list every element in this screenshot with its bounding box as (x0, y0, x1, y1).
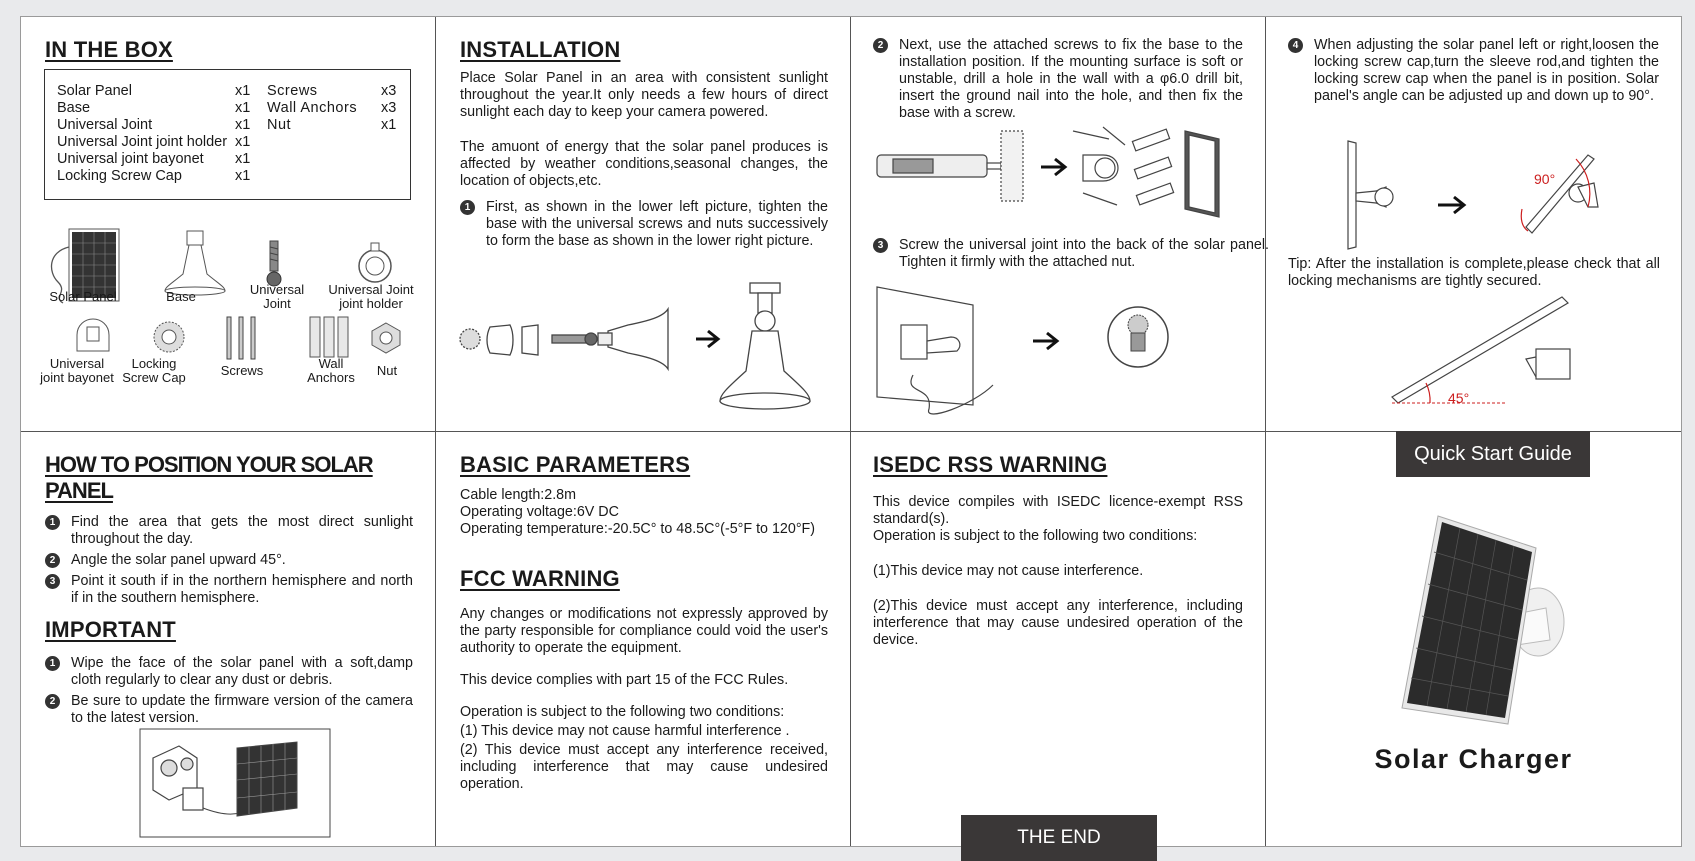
caption: Locking Screw Cap (122, 356, 186, 385)
step-number: 2 (45, 553, 60, 568)
step-number: 4 (1288, 38, 1303, 53)
angle-90-label: 90° (1534, 171, 1556, 187)
isedc-heading: ISEDC RSS WARNING (873, 452, 1108, 477)
step-4 (1288, 37, 1659, 105)
step-number: 2 (873, 38, 888, 53)
step-number: 3 (873, 238, 888, 253)
parameter-line: Cable length:2.8m (460, 487, 577, 503)
isedc-text: This device compiles with ISEDC licence-exempt RSS standard(s). (873, 494, 1243, 527)
item-name: Universal joint bayonet (57, 151, 204, 167)
bayonet-illustration (73, 317, 113, 357)
step-text: Next, use the attached screws to fix the base to the installation position. If the mounting surface is soft or unstable, drill a hole in the wall with a φ6.0 drill bit, insert the ground nail into the hole, and then fix the base with a screw. (899, 37, 1243, 121)
caption: Universal Joint (249, 282, 305, 311)
quick-start-banner: Quick Start Guide (1396, 431, 1590, 477)
installation-heading: INSTALLATION (460, 37, 621, 62)
step-text: Screw the universal joint into the back of the solar panel. Tighten it firmly with the attached nut. (899, 237, 1269, 270)
caption: Screws (220, 363, 264, 378)
step-number: 1 (45, 515, 60, 530)
product-title: Solar Charger (1374, 744, 1573, 774)
important-item (45, 655, 413, 689)
item-text: Point it south if in the northern hemisphere and north if in the southern hemisphere. (71, 573, 413, 606)
caption: Base (166, 289, 196, 304)
position-heading: HOW TO POSITION YOUR SOLAR PANEL (45, 452, 373, 503)
fcc-text: (2) This device must accept any interference received, including interference that may cause undesired operation. (460, 742, 828, 792)
item-name: Solar Panel (57, 83, 132, 99)
step-number: 3 (45, 574, 60, 589)
item-qty: x3 (381, 83, 397, 99)
install-paragraph: The amuont of energy that the solar panel produces is affected by weather conditions,seasonal changes, the location of objects,etc. (460, 139, 828, 189)
in-the-box-heading: IN THE BOX (45, 37, 173, 62)
base-assembly-illustration (458, 281, 828, 421)
locking-cap-illustration (149, 319, 189, 359)
isedc-text: (2)This device must accept any interference, including interference that may cause undesired operation of the device. (873, 598, 1243, 648)
position-panel (21, 432, 435, 846)
item-qty: x1 (235, 134, 251, 150)
item-qty: x1 (235, 100, 251, 116)
parameter-line: Operating voltage:6V DC (460, 504, 619, 520)
step-number: 1 (45, 656, 60, 671)
parameter-line: Operating temperature:-20.5C° to 48.5C°(-5°F to 120°F) (460, 521, 816, 537)
position-item (45, 573, 413, 607)
step-text: First, as shown in the lower left picture, tighten the base with the universal screws and nuts successively to form the base as shown in the lower right picture. (486, 199, 828, 249)
caption: Universal joint bayonet (40, 356, 114, 385)
item-name: Locking Screw Cap (57, 168, 182, 184)
item-text: Find the area that gets the most direct sunlight throughout the day. (71, 514, 413, 547)
important-item (45, 693, 413, 727)
item-qty: x1 (235, 117, 251, 133)
nut-illustration (369, 321, 403, 355)
solar-charger-product-illustration (1386, 512, 1586, 732)
step-number: 1 (460, 200, 475, 215)
wall-anchors-illustration (306, 315, 356, 361)
joint-to-panel-illustration (873, 285, 1243, 425)
caption: Wall Anchors (307, 356, 355, 385)
fcc-text: This device complies with part 15 of the FCC Rules. (460, 672, 789, 688)
caption: Solar Panel (49, 289, 117, 304)
item-qty: x1 (235, 168, 251, 184)
angle-adjust-illustration (1326, 137, 1626, 267)
isedc-text: (1)This device may not cause interference. (873, 563, 1144, 579)
item-qty: x1 (381, 117, 397, 133)
angle-45-label: 45° (1448, 390, 1470, 406)
item-name: Universal Joint joint holder (57, 134, 228, 150)
step-4-panel (1266, 17, 1681, 431)
mounting-illustration (873, 125, 1243, 225)
fcc-heading: FCC WARNING (460, 566, 620, 591)
screws-illustration (221, 315, 265, 363)
in-the-box-panel (21, 17, 435, 431)
step-3 (873, 237, 1269, 271)
item-name: Nut (267, 117, 292, 133)
caption: Universal Joint joint holder (328, 282, 414, 311)
item-text: Be sure to update the firmware version of the camera to the latest version. (71, 693, 413, 726)
item-qty: x1 (235, 83, 251, 99)
parameters-heading: BASIC PARAMETERS (460, 452, 691, 477)
tip-text: Tip: After the installation is complete,please check that all locking mechanisms are tightly secured. (1288, 256, 1660, 289)
manual-sheet (20, 16, 1682, 847)
item-text: Angle the solar panel upward 45°. (71, 552, 286, 568)
step-number: 2 (45, 694, 60, 709)
installation-panel (436, 17, 850, 431)
final-angle-illustration (1386, 293, 1606, 423)
item-qty: x3 (381, 100, 397, 116)
position-item (45, 552, 413, 569)
step-2 (873, 37, 1243, 122)
step-1 (460, 199, 828, 250)
step-text: When adjusting the solar panel left or right,loosen the locking screw cap,turn the sleeve rod,and tighten the locking screw cap when the panel is in position. Solar panel's angle can be adjusted up and down up to 90°. (1314, 37, 1659, 104)
parameters-panel (436, 432, 850, 846)
fcc-text: Any changes or modifications not expressly approved by the party responsible for compliance could void the user's authority to operate the equipment. (460, 606, 828, 656)
item-name: Screws (267, 83, 318, 99)
steps-2-3-panel (851, 17, 1269, 431)
isedc-panel (851, 432, 1265, 846)
position-item (45, 514, 413, 548)
item-name: Wall Anchors (267, 100, 358, 116)
contents-list (44, 69, 411, 200)
fcc-text: Operation is subject to the following two conditions: (460, 704, 785, 720)
isedc-text: Operation is subject to the following two conditions: (873, 528, 1198, 544)
important-heading: IMPORTANT (45, 617, 176, 642)
camera-with-panel-illustration (139, 728, 331, 838)
install-paragraph: Place Solar Panel in an area with consistent sunlight throughout the year.It only needs a few hours of direct sunlight each day to keep your camera powered. (460, 70, 828, 120)
item-name: Base (57, 100, 91, 116)
caption: Nut (376, 363, 398, 378)
fcc-text: (1) This device may not cause harmful interference . (460, 723, 790, 739)
item-name: Universal Joint (57, 117, 153, 133)
item-text: Wipe the face of the solar panel with a soft,damp cloth regularly to clear any dust or debris. (71, 655, 413, 688)
the-end-label: THE END (961, 815, 1157, 861)
cover-panel (1266, 432, 1681, 846)
item-qty: x1 (235, 151, 251, 167)
